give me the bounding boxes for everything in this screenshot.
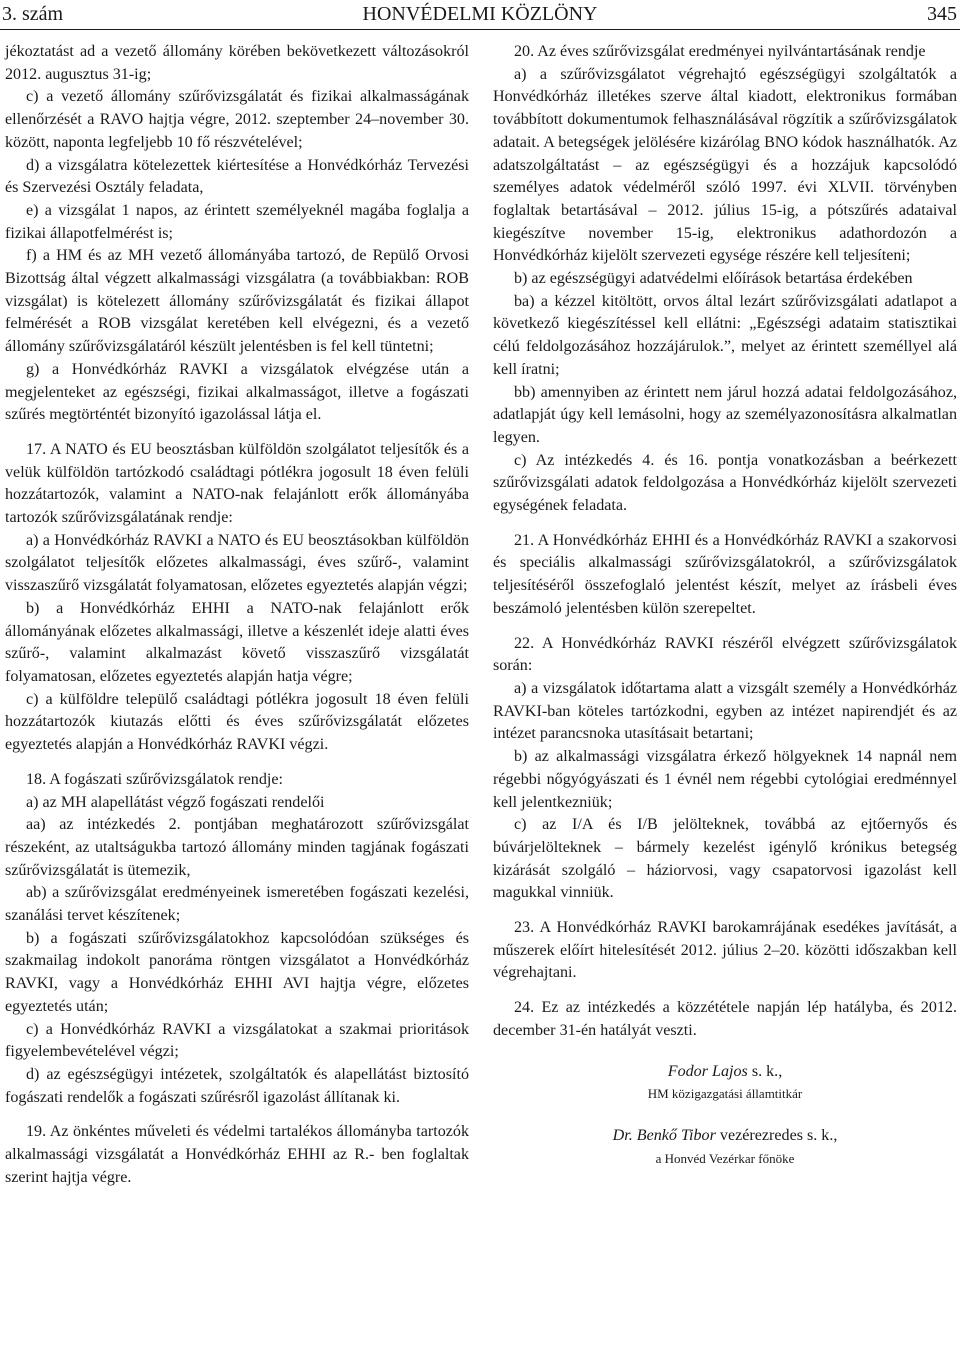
issue-number: 3. szám — [2, 3, 64, 25]
paragraph: ab) a szűrővizsgálat eredményeinek ismeretében fogászati kezelési, szanálási tervet készítenek; — [5, 884, 469, 925]
paragraph: a) a Honvédkórház RAVKI a NATO és EU beosztásokban külföldön szolgálatot teljesítők előzetes alkalmassági, éves szűrő-, valamint visszaszűrő vizsgálatát folyamatosan, előzetes egyeztetés alapján végzi; — [5, 531, 469, 595]
paragraph: b) az egészségügyi adatvédelmi előírások betartása érdekében — [514, 270, 913, 288]
paragraph: a) az MH alapellátást végző fogászati rendelői — [26, 793, 325, 811]
paragraph: g) a Honvédkórház RAVKI a vizsgálatok elvégzése után a megjelenteket az egészségi, fizikai alkalmasságot, illetve a fogászati szűrés megtörténtét bizonyító igazolással látja el. — [5, 360, 469, 424]
signature-block — [493, 1061, 957, 1170]
signature-2 — [493, 1125, 957, 1148]
paragraph: 23. A Honvédkórház RAVKI barokamrájának esedékes javítását, a műszerek előírt hitelesítését 2012. július 2–20. közötti időszakban kell végrehajtani. — [493, 919, 957, 982]
paragraph: 22. A Honvédkórház RAVKI részéről elvégzett szűrővizsgálatok során: — [493, 634, 957, 675]
paragraph: 17. A NATO és EU beosztásban külföldön szolgálatot teljesítők és a velük külföldön tartózkodó családtagi pótlékra jogosult 18 éven felüli hozzátartozók, valamint a NATO-nak felajánlott erők állományába tartozók szűrővizsgálatának rendje: — [5, 440, 469, 527]
paragraph: jékoztatást ad a vezető állomány körében bekövetkezett változásokról 2012. augusztus 31-ig; — [5, 43, 469, 83]
signer-1-suffix: s. k., — [747, 1062, 783, 1080]
paragraph: f) a HM és az MH vezető állományába tartozó, de Repülő Orvosi Bizottság által végzett alkalmassági vizsgálatra (a továbbiakban: ROB vizsgálat) is kötelezett állomány szűrővizsgálatát és fizikai állapot felmérését a ROB vizsgálat keretében kell elvégezni, és a vezető állomány szűrővizsgálatáról készült jelentésben is fel kell tüntetni; — [5, 247, 469, 356]
paragraph: bb) amennyiben az érintett nem járul hozzá adatai feldolgozásához, adatlapját úgy kell lemásolni, hogy az személyazonosításra alkalmatlan legyen. — [493, 383, 957, 446]
right-column-paragraphs — [493, 41, 957, 1043]
paragraph: 21. A Honvédkórház EHHI és a Honvédkórház RAVKI a szakorvosi és speciális alkalmassági szűrővizsgálatokról, a szűrővizsgálatok teljesítéséről összefoglaló jelentést készít, melyet az írásbeli éves beszámoló jelentésben külön szerepeltet. — [493, 531, 957, 617]
header-rule — [0, 29, 960, 30]
paragraph: d) az egészségügyi intézetek, szolgáltatók és alapellátást biztosító fogászati rendelők a fogászati szűrésről igazolást állítanak ki. — [5, 1065, 469, 1106]
paragraph: c) az I/A és I/B jelölteknek, továbbá az ejtőernyős és búvárjelölteknek – bármely kezelést igénylő krónikus betegség kizárását szolgáló – háziorvosi, vagy csapatorvosi igazolást kell magukkal vinniük. — [493, 816, 957, 902]
signer-1-name: Fodor Lajos — [667, 1062, 748, 1080]
paragraph: e) a vizsgálat 1 napos, az érintett személyeknél magába foglalja a fizikai állapotfelmérést is; — [5, 201, 469, 242]
paragraph: b) a Honvédkórház EHHI a NATO-nak felajánlott erők állományának előzetes alkalmassági, illetve a készenlét ideje alatti éves szűrő-, valamint alkalmazást követő visszaszűrő vizsgálatát folyamatosan, előzetes egyeztetés alapján hatja végre; — [5, 599, 469, 685]
signer-1-title: HM közigazgatási államtitkár — [647, 1086, 803, 1102]
paragraph: c) a vezető állomány szűrővizsgálatát és fizikai alkalmasságának ellenőrzését a RAVO hajtja végre, 2012. szeptember 24–november 30. között, naponta legfeljebb 10 fő részvételével; — [5, 88, 469, 151]
paragraph: a) a vizsgálatok időtartama alatt a vizsgált személy a Honvédkórház RAVKI-ban köteles tartózkodni, egyben az intézet napirendjét és az intézet parancsnoka utasításait betartani; — [493, 679, 957, 743]
paragraph: b) a fogászati szűrővizsgálatokhoz kapcsolódóan szükséges és szakmailag indokolt panoráma röntgen vizsgálatot a Honvédkórház RAVKI, vagy a Honvédkórház EHHI AVI hajtja végre, előzetes egyeztetés után; — [5, 929, 469, 1015]
paragraph: c) a Honvédkórház RAVKI a vizsgálatokat a szakmai prioritások figyelembevételével végzi; — [5, 1020, 469, 1061]
paragraph: 24. Ez az intézkedés a közzététele napján lép hatályba, és 2012. december 31-én hatályát veszti. — [493, 999, 957, 1039]
signer-2-title: a Honvéd Vezérkar főnöke — [655, 1150, 795, 1166]
paragraph: 19. Az önkéntes műveleti és védelmi tartalékos állományba tartozók alkalmassági vizsgálatát a Honvédkórház EHHI az R.- ben foglaltak szerint hajtja végre. — [5, 1123, 469, 1186]
paragraph: b) az alkalmassági vizsgálatra érkező hölgyeknek 14 napnál nem régebbi nőgyógyászati és 1 évnél nem régebbi cytológiai eredménnyel kell jelentkezniük; — [493, 748, 957, 811]
paragraph: c) Az intézkedés 4. és 16. pontja vonatkozásban a beérkezett szűrővizsgálati adatok feldolgozása a Honvédkórház kijelölt szervezeti egységének feladata. — [493, 451, 957, 515]
paragraph: aa) az intézkedés 2. pontjában meghatározott szűrővizsgálat részeként, az utaltságukba tartozó állomány minden tagjának fogászati szűrővizsgálatát is ütemezik, — [5, 816, 469, 879]
signature-1 — [493, 1061, 957, 1084]
right-column — [493, 41, 957, 1170]
signer-2-suffix: vezérezredes s. k., — [715, 1127, 838, 1145]
paragraph: d) a vizsgálatra kötelezettek kiértesítése a Honvédkórház Tervezési és Szervezési Osztály feladata, — [5, 156, 469, 197]
signer-2-name: Dr. Benkő Tibor — [612, 1127, 716, 1145]
page-header — [0, 0, 960, 30]
left-column — [5, 41, 469, 1189]
paragraph: 18. A fogászati szűrővizsgálatok rendje: — [26, 770, 283, 788]
journal-title: HONVÉDELMI KÖZLÖNY — [362, 3, 598, 25]
paragraph: c) a külföldre települő családtagi pótlékra jogosult 18 éven felüli hozzátartozók kiutazás előtti és éves szűrővizsgálatát előzetes egyeztetés alapján a Honvédkórház RAVKI végzi. — [5, 690, 469, 754]
paragraph: 20. Az éves szűrővizsgálat eredményei nyilvántartásának rendje — [514, 43, 926, 60]
paragraph: ba) a kézzel kitöltött, orvos által lezárt szűrővizsgálati adatlapot a következő kiegészítéssel kell ellátni: „Egészségi adataim statisztikai célú feldolgozásához hozzájárulok.”, melyet az érintett személlyel alá kell íratni; — [493, 292, 957, 378]
paragraph: a) a szűrővizsgálatot végrehajtó egészségügyi szolgáltatók a Honvédkórház illetékes szerve által kiadott, elektronikus formában továbbított dokumentumok felhasználásával rögzítik a szűrővizsgálatok adatait. A betegségek jelölésére kizárólag BNO kódok használhatók. Az adatszolgáltatást – az egészségügyi és a hozzájuk kapcsolódó személyes adatok védelméről szóló 1997. évi XLVII. törvényben foglaltak betartásával – 2012. július 15-ig, a pótszűrés adataival kiegészítve november 15-ig, elektronikus adathordozón a Honvédkórház kijelölt szervezeti egysége részére kell teljesíteni; — [493, 65, 957, 265]
page-number: 345 — [927, 3, 957, 25]
